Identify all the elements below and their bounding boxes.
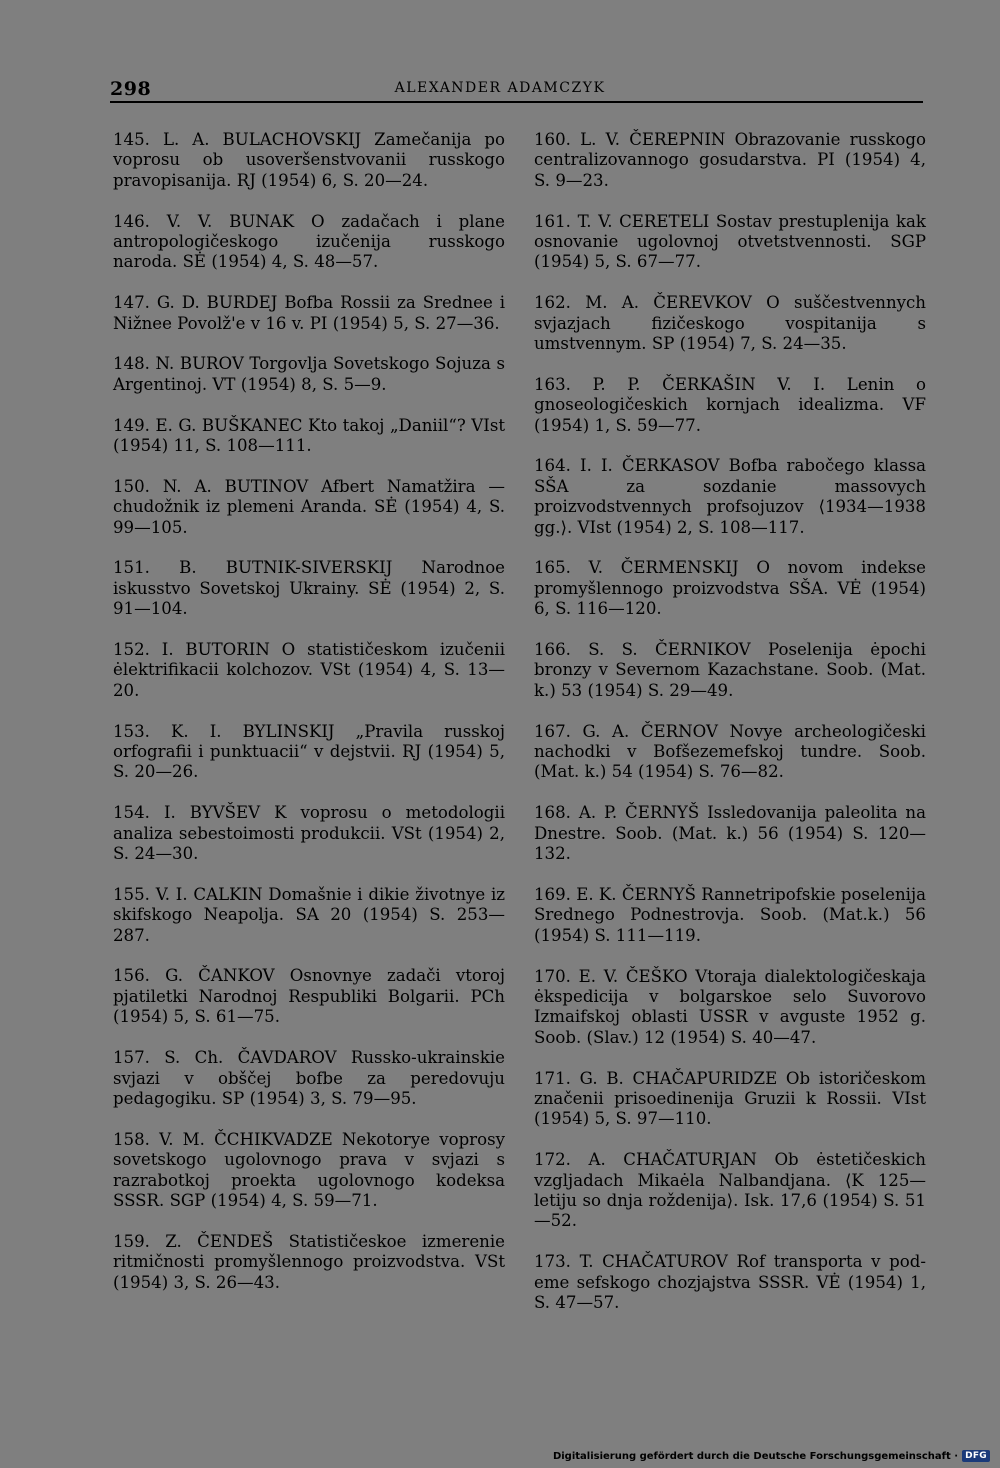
bibliography-entry: 162. M. A. ČEREVKOV O suščestvennych svjazjach fizičeskogo vospitanija s umstvennym. SP (1954) 7, S. 24—35. bbox=[534, 293, 926, 354]
bibliography-entry: 166. S. S. ČERNIKOV Poselenija ėpochi bronzy v Severnom Kazachstane. Soob. (Mat. k.) 53 (1954) S. 29—49. bbox=[534, 640, 926, 700]
bibliography-entry: 170. E. V. ČEŠKO Vtoraja dialektologičeskaja ėkspedicija v bolgarskoe selo Suvorovo Izmaifskoj oblasti USSR v avguste 1952 g. Soob. (Slav.) 12 (1954) S. 40—47. bbox=[534, 966, 926, 1047]
bibliography-entry: 149. E. G. BUŠKANEC Kto takoj „Daniil“? VIst (1954) 11, S. 108—111. bbox=[113, 415, 505, 456]
bibliography-entry: 147. G. D. BURDEJ Bofba Rossii za Srednee i Nižnee Povolž'e v 16 v. PI (1954) 5, S. 27—36. bbox=[113, 293, 505, 333]
bibliography-entry: 152. I. BUTORIN O statističeskom izučenii ėlektrifikacii kolchozov. VSt (1954) 4, S. 13—20. bbox=[113, 640, 505, 700]
bibliography-entry: 164. I. I. ČERKASOV Bofba rabočego klassa SŠA za sozdanie massovych proizvodstvennych profsojuzov ⟨1934—1938 gg.⟩. VIst (1954) 2, S. 108—117. bbox=[534, 456, 926, 537]
bibliography-entry: 161. T. V. CERETELI Sostav prestuplenija kak osnovanie ugolovnoj otvetstvennosti. SGP (1954) 5, S. 67—77. bbox=[534, 211, 926, 272]
bibliography-entry: 160. L. V. ČEREPNIN Obrazovanie russkogo centralizovannogo gosudarstva. PI (1954) 4, S. 9—23. bbox=[534, 130, 926, 190]
left-column bbox=[113, 130, 505, 1313]
bibliography-entry: 171. G. B. CHAČAPURIDZE Ob istoričeskom značenii prisoedinenija Gruzii k Rossii. VIst (1954) 5, S. 97—110. bbox=[534, 1068, 926, 1129]
bibliography-entry: 153. K. I. BYLINSKIJ „Pravila russkoj orfografii i punktuacii“ v dejstvii. RJ (1954) 5, S. 20—26. bbox=[113, 721, 505, 782]
footer-text: Digitalisierung gefördert durch die Deutsche Forschungsgemeinschaft · bbox=[552, 1450, 959, 1462]
dfg-logo: DFG bbox=[962, 1450, 990, 1462]
bibliography-entry: 172. A. CHAČATURJAN Ob ėstetičeskich vzgljadach Mikaėla Nalbandjana. ⟨K 125—letiju so dnja roždenija⟩. Isk. 17,6 (1954) S. 51—52. bbox=[534, 1150, 926, 1231]
bibliography-entry: 173. T. CHAČATUROV Rof transporta v pod-eme sefskogo chozjajstva SSSR. VĖ (1954) 1, S. 47—57. bbox=[534, 1252, 926, 1312]
bibliography-entry: 167. G. A. ČERNOV Novye archeologičeski nachodki v Bofšezemefskoj tundre. Soob. (Mat. k.) 54 (1954) S. 76—82. bbox=[534, 721, 926, 782]
bibliography-entry: 148. N. BUROV Torgovlja Sovetskogo Sojuza s Argentinoj. VT (1954) 8, S. 5—9. bbox=[113, 354, 505, 394]
bibliography-entry: 146. V. V. BUNAK O zadačach i plane antropologičeskogo izučenija russkogo naroda. SĖ (1954) 4, S. 48—57. bbox=[113, 211, 505, 272]
bibliography-entry: 163. P. P. ČERKAŠIN V. I. Lenin o gnoseologičeskich kornjach idealizma. VF (1954) 1, S. 59—77. bbox=[534, 374, 926, 435]
page-number: 298 bbox=[110, 78, 152, 100]
running-head: ALEXANDER ADAMCZYK bbox=[394, 80, 606, 96]
bibliography-entry: 155. V. I. CALKIN Domašnie i dikie životnye iz skifskogo Neapolja. SA 20 (1954) S. 253—287. bbox=[113, 884, 505, 945]
bibliography-entry: 157. S. Ch. ČAVDAROV Russko-ukrainskie svjazi v obščej bofbe za peredovuju pedagogiku. SP (1954) 3, S. 79—95. bbox=[113, 1048, 505, 1108]
right-column bbox=[534, 130, 926, 1334]
bibliography-entry: 158. V. M. ČCHIKVADZE Nekotorye voprosy sovetskogo ugolovnogo prava v svjazi s razrabotkoj proekta ugolovnogo kodeksa SSSR. SGP (1954) 4, S. 59—71. bbox=[113, 1129, 505, 1210]
bibliography-entry: 165. V. ČERMENSKIJ O novom indekse promyšlennogo proizvodstva SŠA. VĖ (1954) 6, S. 116—120. bbox=[534, 558, 926, 619]
bibliography-entry: 151. B. BUTNIK-SIVERSKIJ Narodnoe iskusstvo Sovetskoj Ukrainy. SĖ (1954) 2, S. 91—104. bbox=[113, 558, 505, 619]
bibliography-entry: 150. N. A. BUTINOV Afbert Namatžira — chudožnik iz plemeni Aranda. SĖ (1954) 4, S. 99—105. bbox=[113, 476, 505, 537]
bibliography-entry: 145. L. A. BULACHOVSKIJ Zamečanija po voprosu ob usoveršenstvovanii russkogo pravopisanija. RJ (1954) 6, S. 20—24. bbox=[113, 130, 505, 190]
bibliography-entry: 154. I. BYVŠEV K voprosu o metodologii analiza sebestoimosti produkcii. VSt (1954) 2, S. 24—30. bbox=[113, 803, 505, 864]
bibliography-entry: 159. Z. ČENDEŠ Statističeskoe izmerenie ritmičnosti promyšlennogo proizvodstva. VSt (1954) 3, S. 26—43. bbox=[113, 1231, 505, 1292]
header-rule bbox=[110, 101, 923, 103]
digitization-footer bbox=[553, 1450, 990, 1462]
bibliography-entry: 156. G. ČANKOV Osnovnye zadači vtoroj pjatiletki Narodnoj Respubliki Bolgarii. PCh (1954) 5, S. 61—75. bbox=[113, 966, 505, 1027]
bibliography-entry: 169. E. K. ČERNYŠ Rannetripofskie poselenija Srednego Podnestrovja. Soob. (Mat.k.) 56 (1954) S. 111—119. bbox=[534, 884, 926, 945]
bibliography-entry: 168. A. P. ČERNYŠ Issledovanija paleolita na Dnestre. Soob. (Mat. k.) 56 (1954) S. 120—132. bbox=[534, 803, 926, 864]
